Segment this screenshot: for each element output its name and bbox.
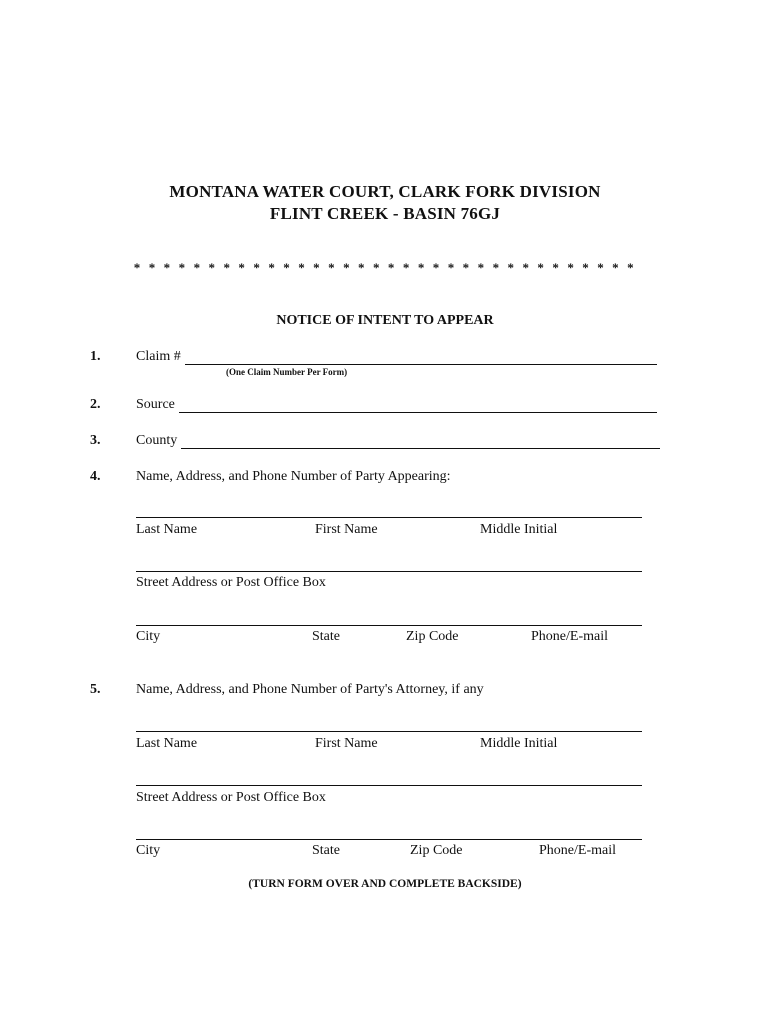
source-input-line[interactable] bbox=[179, 400, 657, 413]
attorney-street-label: Street Address or Post Office Box bbox=[136, 790, 326, 805]
party-first-name-label: First Name bbox=[315, 522, 378, 537]
attorney-state-label: State bbox=[312, 843, 340, 858]
party-middle-initial-label: Middle Initial bbox=[480, 522, 558, 537]
party-last-name-label: Last Name bbox=[136, 522, 198, 537]
attorney-middle-initial-label: Middle Initial bbox=[480, 736, 558, 751]
party-zip-label: Zip Code bbox=[406, 629, 459, 644]
attorney-heading: Name, Address, and Phone Number of Party's Attorney, if any bbox=[136, 682, 484, 697]
claim-note: (One Claim Number Per Form) bbox=[226, 367, 348, 377]
attorney-city-label: City bbox=[136, 843, 161, 858]
item-number-4: 4. bbox=[90, 469, 101, 484]
form-title: NOTICE OF INTENT TO APPEAR bbox=[276, 313, 494, 328]
basin-title: FLINT CREEK - BASIN 76GJ bbox=[269, 204, 501, 223]
county-field bbox=[136, 433, 660, 449]
claim-label: Claim # bbox=[136, 349, 181, 364]
source-field bbox=[136, 397, 657, 413]
county-input-line[interactable] bbox=[181, 436, 660, 449]
item-number-2: 2. bbox=[90, 397, 101, 412]
party-phone-label: Phone/E-mail bbox=[531, 629, 608, 644]
item-number-1: 1. bbox=[90, 349, 101, 364]
party-street-label: Street Address or Post Office Box bbox=[136, 575, 326, 590]
attorney-phone-label: Phone/E-mail bbox=[539, 843, 616, 858]
turn-over-note: (TURN FORM OVER AND COMPLETE BACKSIDE) bbox=[248, 878, 522, 890]
party-state-label: State bbox=[312, 629, 340, 644]
attorney-city-input-line[interactable] bbox=[136, 839, 642, 840]
court-title: MONTANA WATER COURT, CLARK FORK DIVISION bbox=[169, 182, 601, 201]
attorney-zip-label: Zip Code bbox=[410, 843, 463, 858]
party-street-input-line[interactable] bbox=[136, 571, 642, 572]
attorney-first-name-label: First Name bbox=[315, 736, 378, 751]
party-city-label: City bbox=[136, 629, 161, 644]
party-heading: Name, Address, and Phone Number of Party Appearing: bbox=[136, 469, 451, 484]
party-name-input-line[interactable] bbox=[136, 517, 642, 518]
item-number-3: 3. bbox=[90, 433, 101, 448]
separator-stars: * * * * * * * * * * * * * * * * * * * * * * * * * * * * * * * * * * bbox=[133, 260, 637, 275]
attorney-last-name-label: Last Name bbox=[136, 736, 198, 751]
attorney-name-input-line[interactable] bbox=[136, 731, 642, 732]
claim-field bbox=[136, 349, 657, 365]
item-number-5: 5. bbox=[90, 682, 101, 697]
attorney-street-input-line[interactable] bbox=[136, 785, 642, 786]
claim-input-line[interactable] bbox=[185, 352, 657, 365]
county-label: County bbox=[136, 433, 178, 448]
source-label: Source bbox=[136, 397, 175, 412]
party-city-input-line[interactable] bbox=[136, 625, 642, 626]
